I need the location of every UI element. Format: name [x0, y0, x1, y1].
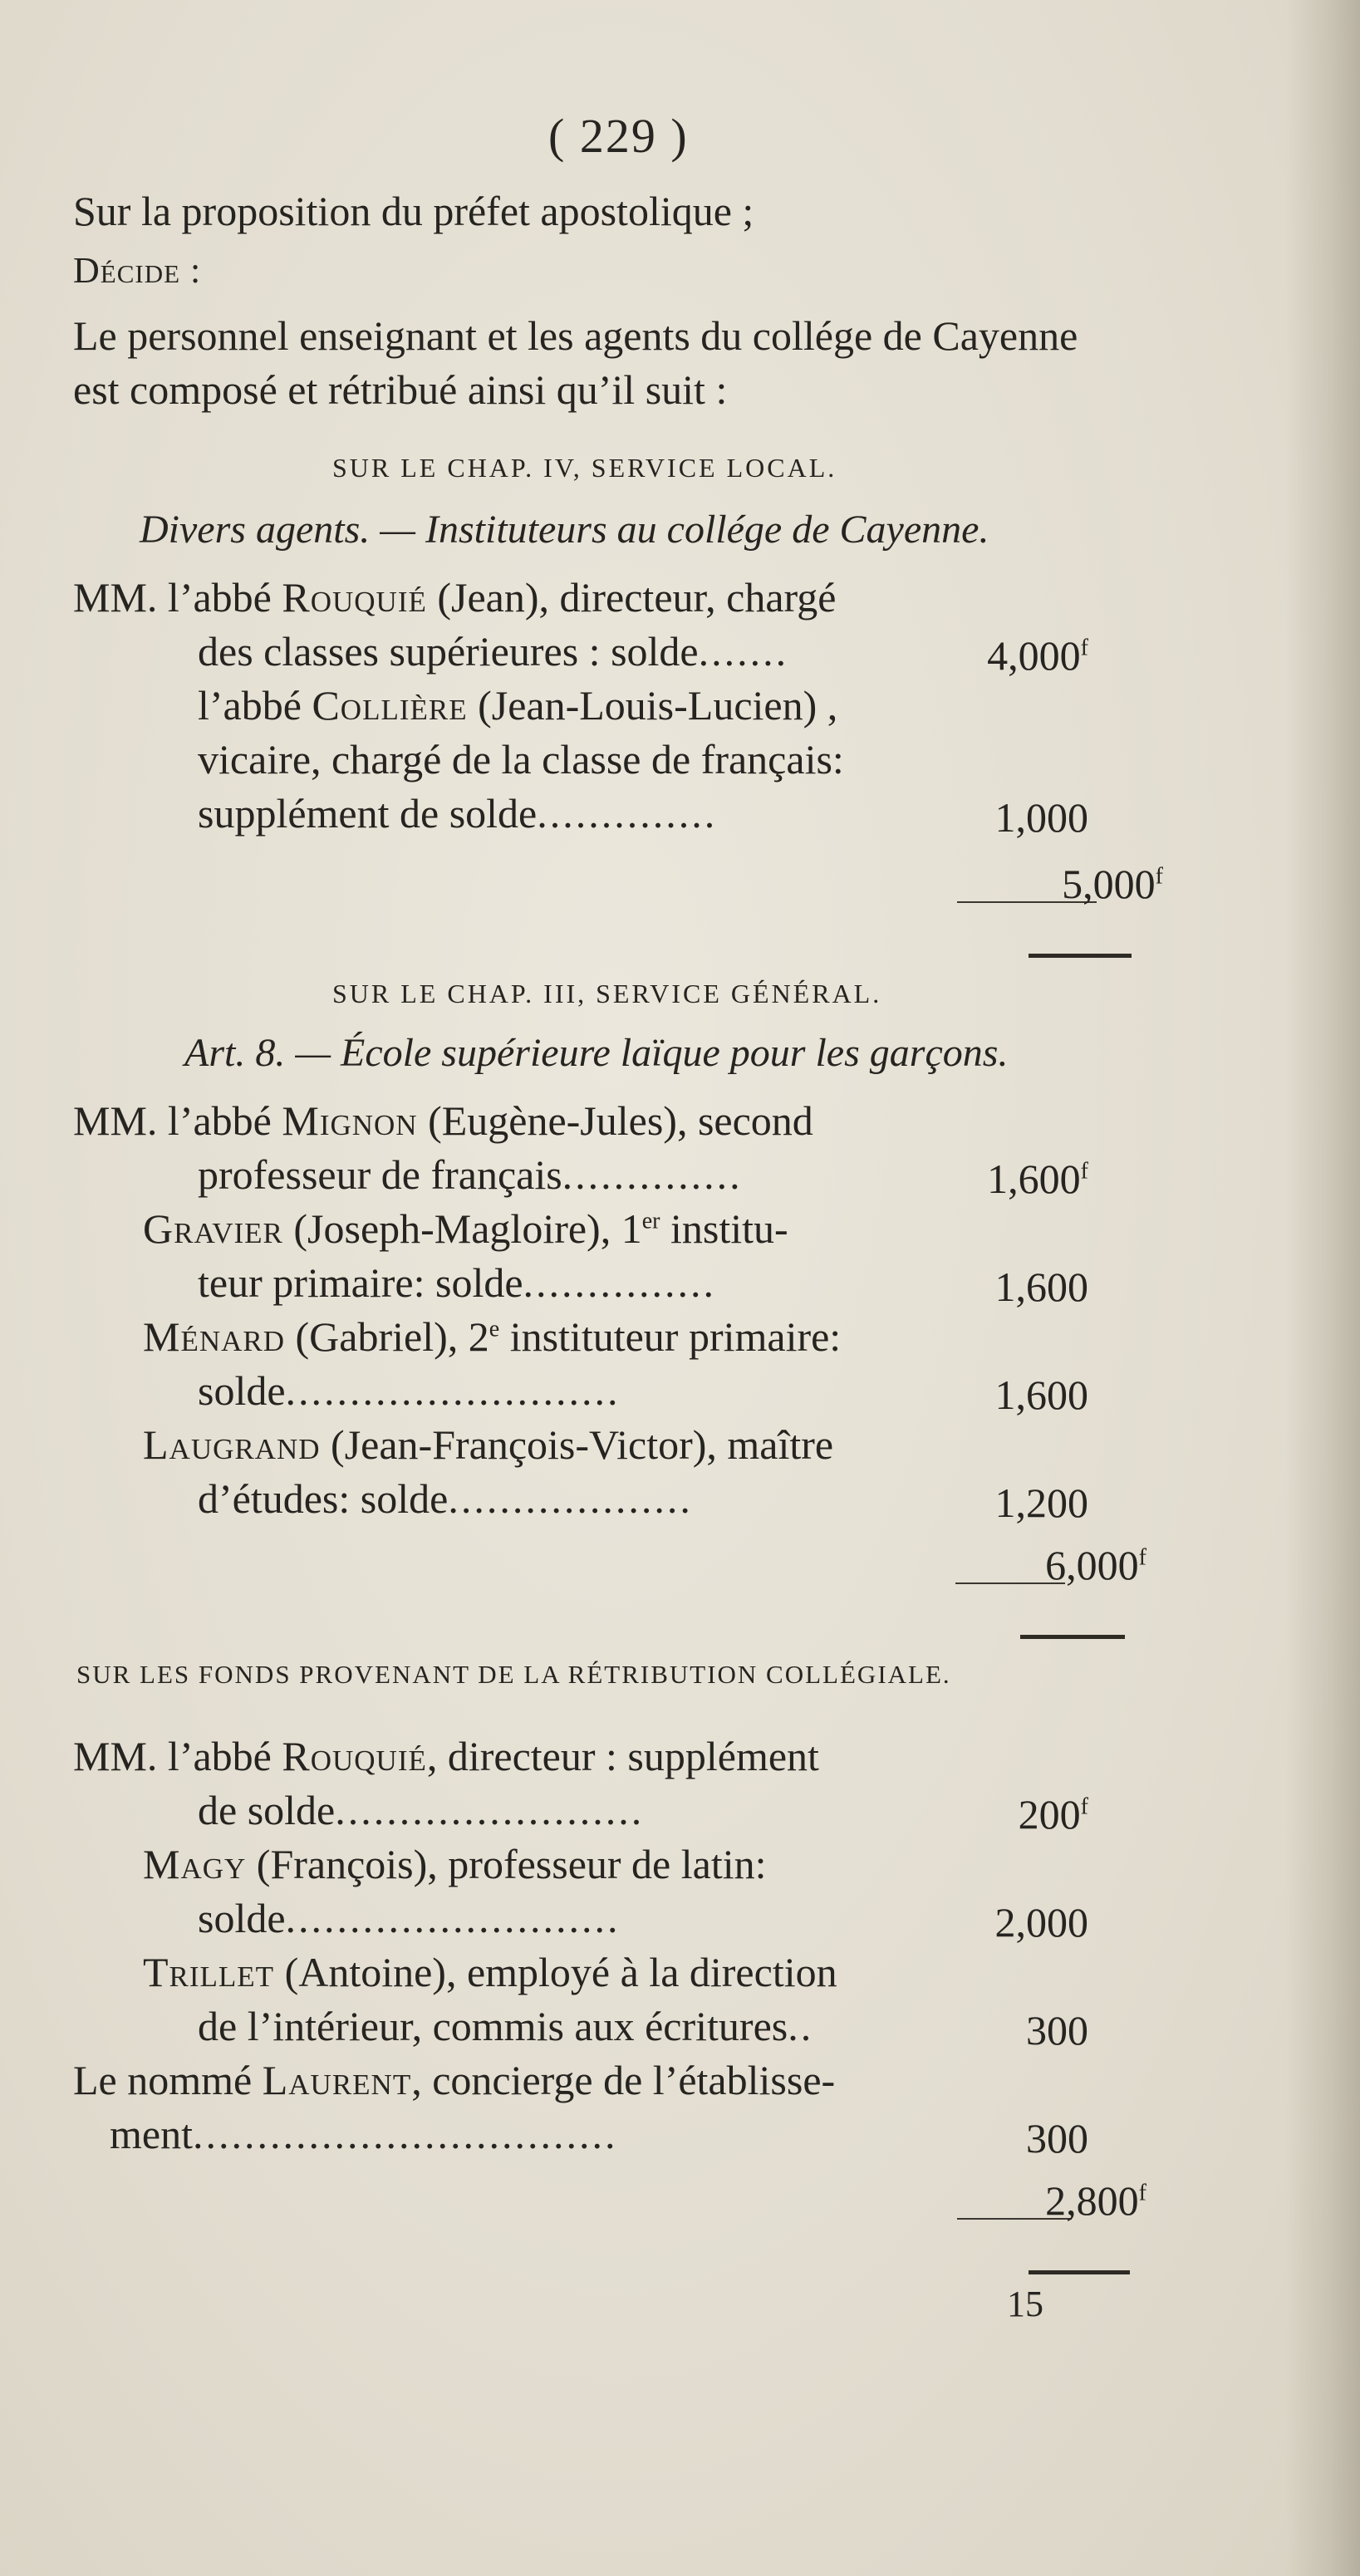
amount-unit: f: [1138, 1544, 1146, 1571]
section-2-entry-3-line-2: [198, 1367, 621, 1415]
amount-value: 1,600: [987, 1156, 1081, 1202]
entry-name: Laurent: [262, 2057, 412, 2103]
section-1-amount-2: 1,000: [994, 794, 1088, 841]
entry-name: Mignon: [282, 1097, 418, 1144]
section-1-sub-a: Divers agents.: [140, 508, 371, 552]
leader-dots: .......: [698, 628, 789, 675]
entry-prefix: l’abbé: [167, 1097, 282, 1144]
amount-unit: f: [1080, 635, 1088, 661]
signature-mark: 15: [1007, 2284, 1043, 2324]
entry-text: d’études: solde: [198, 1475, 449, 1522]
amount-unit: f: [1138, 2180, 1146, 2206]
amount-value: 200: [1018, 1791, 1081, 1838]
leader-dots: ..........................: [285, 1367, 621, 1414]
entry-text: (Jean-François-Victor), maître: [320, 1421, 834, 1468]
section-2-end-rule: [1020, 1635, 1125, 1639]
section-2-entry-4-line-1: [143, 1420, 833, 1469]
section-3-entry-2-line-1: [143, 1840, 767, 1888]
section-1-entry-1-line-1: [73, 573, 837, 621]
section-3-amount-2: 2,000: [994, 1899, 1088, 1945]
leader-dots: ........................: [335, 1787, 645, 1833]
section-2-amount-2: 1,600: [994, 1263, 1088, 1310]
section-1-amount-1: [872, 631, 1088, 680]
entry-text: (François), professeur de latin:: [246, 1841, 767, 1887]
section-3-entry-1-line-1: [73, 1732, 819, 1780]
entry-text: solde: [198, 1895, 286, 1941]
leader-dots: ..............: [562, 1151, 743, 1198]
section-2-entry-2-line-1: [143, 1205, 788, 1253]
section-2-amount-1: [872, 1155, 1088, 1203]
statement-line-1: Le personnel enseignant et les agents du collége de Cayenne: [73, 312, 1078, 359]
statement-line-2: est composé et rétribué ainsi qu’il suit :: [73, 366, 728, 413]
section-3-total: [930, 2176, 1146, 2225]
entry-text: ment: [110, 2111, 193, 2157]
amount-value: 4,000: [987, 632, 1081, 679]
section-2-amount-4: 1,200: [994, 1479, 1088, 1526]
total-value: 6,000: [1045, 1542, 1139, 1588]
entry-text: (Antoine), employé à la direction: [274, 1949, 837, 1995]
section-3-amount-3: 300: [1026, 2007, 1088, 2053]
section-2-entry-1-line-2: [198, 1151, 743, 1199]
section-2-total: [930, 1541, 1146, 1589]
section-2-heading: SUR LE CHAP. III, SERVICE GÉNÉRAL.: [332, 979, 882, 1008]
entry-text: (Joseph-Magloire), 1: [282, 1205, 642, 1252]
entry-prefix: l’abbé: [167, 574, 282, 621]
entry-text: , concierge de l’établisse-: [411, 2057, 836, 2103]
entry-prefix: l’abbé: [198, 682, 312, 729]
entry-name: Gravier: [143, 1205, 283, 1252]
section-1-entry-1-line-2: [198, 627, 788, 675]
section-1-sub-b: — Instituteurs au collége de Cayenne.: [370, 508, 989, 552]
entry-text: supplément de solde: [198, 790, 538, 837]
total-value: 2,800: [1045, 2177, 1139, 2224]
total-value: 5,000: [1062, 861, 1156, 907]
section-3-end-rule: [1029, 2270, 1130, 2274]
section-3-amount-1: [872, 1790, 1088, 1838]
section-3-entry-4-line-1: [73, 2056, 835, 2104]
leader-dots: ..........................: [285, 1895, 621, 1941]
entry-text: professeur de français: [198, 1151, 562, 1198]
leader-dots: ..: [788, 2003, 814, 2049]
section-2-entry-4-line-2: [198, 1474, 693, 1523]
decide-label: Décide :: [73, 250, 202, 291]
page-fold-shadow: [1285, 0, 1360, 2576]
ordinal-suffix: e: [489, 1316, 500, 1342]
section-2-entry-3-line-1: [143, 1313, 841, 1361]
entry-text: de solde: [198, 1787, 336, 1833]
entry-text: solde: [198, 1367, 286, 1414]
entry-text: (Jean-Louis-Lucien) ,: [467, 682, 838, 729]
page-number: ( 229 ): [548, 109, 689, 163]
amount-unit: f: [1155, 863, 1163, 890]
section-2-entry-1-line-1: [73, 1097, 813, 1145]
entry-text: (Eugène-Jules), second: [417, 1097, 813, 1144]
entry-text: des classes supérieures : solde: [198, 628, 699, 675]
entry-text: instituteur primaire:: [499, 1313, 842, 1360]
entry-text: (Gabriel), 2: [285, 1313, 489, 1360]
section-2-subheading: [184, 1030, 1008, 1076]
entry-name: Laugrand: [143, 1421, 321, 1468]
mm-label: MM.: [73, 1097, 158, 1144]
section-2-sub-a: Art. 8.: [184, 1031, 286, 1075]
section-1-heading: SUR LE CHAP. IV, SERVICE LOCAL.: [332, 453, 837, 483]
entry-prefix: Le nommé: [73, 2057, 263, 2103]
leader-dots: ...................: [448, 1475, 693, 1522]
entry-text: (Jean), directeur, chargé: [426, 574, 837, 621]
entry-name: Magy: [143, 1841, 247, 1887]
section-2-entry-2-line-2: [198, 1259, 716, 1307]
section-2-sub-b: — École supérieure laïque pour les garçons.: [285, 1031, 1009, 1075]
leader-dots: ..............: [537, 790, 718, 837]
section-3-entry-3-line-1: [143, 1948, 837, 1996]
entry-name: Rouquié: [282, 574, 427, 621]
section-1-subheading: [140, 507, 989, 552]
section-3-entry-3-line-2: [198, 2002, 813, 2050]
entry-text: institu-: [660, 1205, 788, 1252]
section-3-entry-1-line-2: [198, 1786, 644, 1834]
mm-label: MM.: [73, 1733, 158, 1779]
section-3-entry-2-line-2: [198, 1894, 621, 1942]
amount-unit: f: [1080, 1793, 1088, 1820]
mm-label: MM.: [73, 574, 158, 621]
section-2-amount-3: 1,600: [994, 1371, 1088, 1418]
section-3-amount-4: 300: [1026, 2115, 1088, 2161]
section-3-heading: SUR LES FONDS PROVENANT DE LA RÉTRIBUTION COLLÉGIALE.: [76, 1660, 951, 1689]
section-1-entry-2-line-3: [198, 789, 717, 837]
entry-text: , directeur : supplément: [426, 1733, 819, 1779]
entry-name: Trillet: [143, 1949, 275, 1995]
entry-text: teur primaire: solde: [198, 1259, 523, 1306]
section-1-entry-2-line-2: vicaire, chargé de la classe de français:: [198, 736, 844, 783]
leader-dots: .................................: [192, 2111, 618, 2157]
section-3-entry-4-line-2: [110, 2110, 617, 2158]
section-1-entry-2-line-1: [198, 681, 837, 729]
section-1-total: [947, 860, 1163, 908]
section-1-end-rule: [1029, 954, 1132, 958]
entry-name: Ménard: [143, 1313, 286, 1360]
amount-unit: f: [1080, 1158, 1088, 1185]
intro-line: Sur la proposition du préfet apostolique ;: [73, 188, 754, 234]
leader-dots: ...............: [523, 1259, 717, 1306]
ordinal-suffix: er: [641, 1208, 660, 1234]
entry-name: Rouquié: [282, 1733, 427, 1779]
entry-text: de l’intérieur, commis aux écritures: [198, 2003, 788, 2049]
entry-prefix: l’abbé: [167, 1733, 282, 1779]
entry-name: Collière: [312, 682, 468, 729]
